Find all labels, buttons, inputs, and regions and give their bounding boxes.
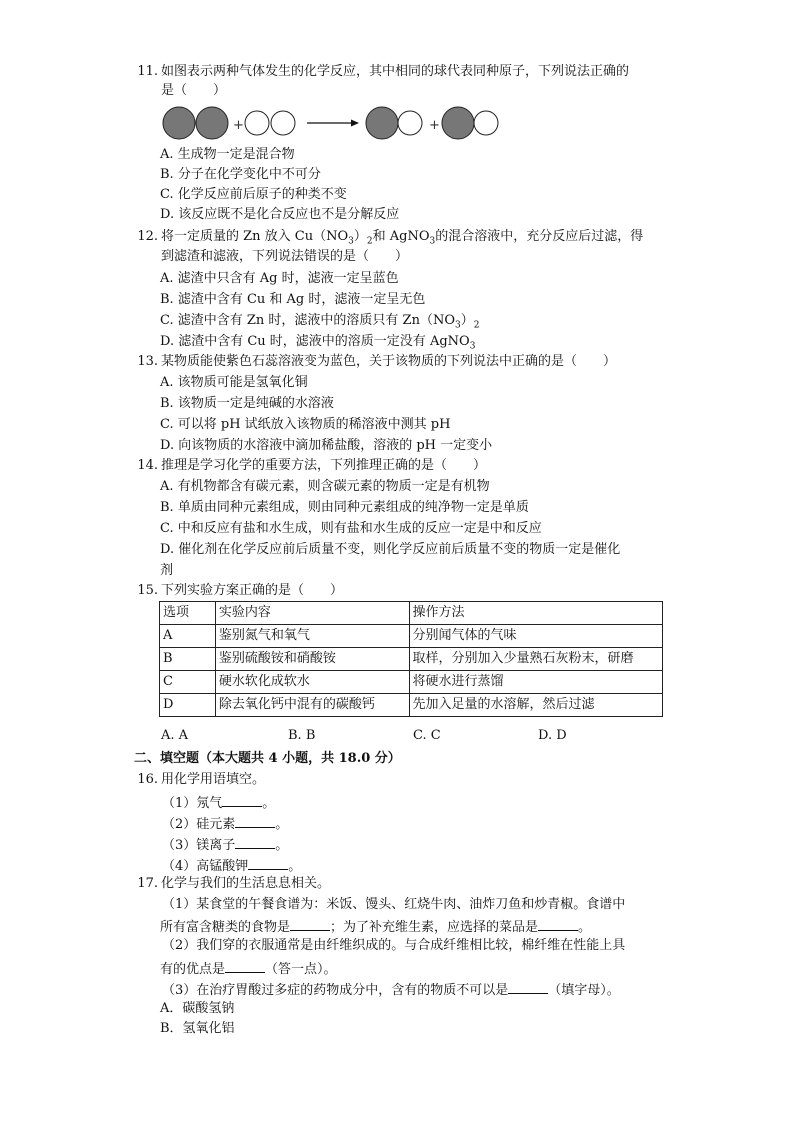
- plus-sign: +: [233, 118, 244, 133]
- table-cell: 鉴别硫酸铵和硝酸铵: [215, 648, 409, 671]
- q11-option-d: D. 该反应既不是化合反应也不是分解反应: [160, 207, 400, 222]
- dark-atom: [196, 107, 228, 139]
- q13-option-a: A. 该物质可能是氢氧化铜: [160, 375, 308, 390]
- q15-answer-a: A. A: [161, 728, 189, 743]
- table-cell: 将硬水进行蒸馏: [409, 671, 663, 694]
- q17-part2: （2）我们穿的衣服通常是由纤维织成的。与合成纤维相比较，棉纤维在性能上具: [162, 938, 626, 953]
- q14-option-b: B. 单质由同种元素组成，则由同种元素组成的纯净物一定是单质: [160, 500, 529, 515]
- table-header-row: [160, 602, 663, 625]
- table-header-cell: 实验内容: [215, 602, 409, 625]
- q13-option-c: C. 可以将 pH 试纸放入该物质的稀溶液中测其 pH: [160, 417, 451, 432]
- table-cell: 硬水软化成软水: [215, 671, 409, 694]
- q11-stem-cont: 是（ ）: [161, 83, 227, 98]
- q13-option-d: D. 向该物质的水溶液中滴加稀盐酸，溶液的 pH 一定变小: [160, 438, 493, 453]
- answer-blank[interactable]: [508, 979, 548, 994]
- table-cell: D: [160, 694, 216, 717]
- dark-atom: [366, 107, 398, 139]
- reaction-arrow-head: [351, 120, 359, 127]
- q16-item-4: （4）高锰酸钾 。: [162, 855, 301, 876]
- q16-item-1: （1）氖气 。: [162, 792, 275, 813]
- q15-answer-c: C. C: [413, 728, 441, 743]
- q15-answer-d: D. D: [538, 728, 567, 743]
- q17-number: 17.: [137, 876, 158, 891]
- q14-option-c: C. 中和反应有盐和水生成，则有盐和水生成的反应一定是中和反应: [160, 521, 542, 536]
- dark-atom: [163, 107, 195, 139]
- q12-stem-cont: 到滤渣和滤液，下列说法错误的是（ ）: [161, 249, 409, 264]
- plus-sign: +: [429, 118, 440, 133]
- q14-option-d: D. 催化剂在化学反应前后质量不变，则化学反应前后质量不变的物质一定是催化: [160, 542, 621, 557]
- answer-blank[interactable]: [225, 958, 265, 973]
- light-atom: [271, 111, 295, 135]
- q12-option-c: C. 滤渣中含有 Zn 时，滤液中的溶质只有 $Zn(NO_3)_2$: [160, 313, 480, 331]
- light-atom: [474, 111, 498, 135]
- table-cell: 鉴别氮气和氧气: [215, 625, 409, 648]
- answer-blank[interactable]: [538, 916, 578, 931]
- answer-blank[interactable]: [248, 855, 288, 870]
- answer-blank[interactable]: [235, 813, 275, 828]
- q14-stem: 推理是学习化学的重要方法，下列推理正确的是（ ）: [161, 458, 487, 473]
- table-cell: C: [160, 671, 216, 694]
- q11-number: 11.: [137, 64, 158, 79]
- q12-number: 12.: [137, 229, 158, 244]
- q17-stem: 化学与我们的生活息息相关。: [161, 876, 331, 891]
- table-header-cell: 操作方法: [409, 602, 663, 625]
- q14-option-d-cont: 剂: [160, 563, 174, 578]
- table-row: [160, 694, 663, 717]
- q17-part2-cont: 有的优点是 （答一点）。: [160, 958, 337, 979]
- q13-number: 13.: [137, 354, 158, 369]
- light-atom: [398, 111, 422, 135]
- q13-stem: 某物质能使紫色石蕊溶液变为蓝色，关于该物质的下列说法中正确的是（ ）: [161, 354, 617, 369]
- q16-item-3: （3）镁离子 。: [162, 834, 288, 855]
- q11-option-a: A. 生成物一定是混合物: [160, 147, 295, 162]
- table-cell: 先加入足量的水溶解，然后过滤: [409, 694, 663, 717]
- q11-stem: 如图表示两种气体发生的化学反应，其中相同的球代表同种原子，下列说法正确的: [161, 64, 630, 79]
- q14-option-a: A. 有机物都含有碳元素，则含碳元素的物质一定是有机物: [160, 479, 490, 494]
- table-row: [160, 648, 663, 671]
- table-header-cell: 选项: [160, 602, 216, 625]
- q14-number: 14.: [137, 458, 158, 473]
- q15-table: [159, 601, 663, 717]
- q17-option-a: A．碳酸氢钠: [160, 1001, 235, 1016]
- q15-answer-b: B. B: [288, 728, 316, 743]
- table-cell: 分别闻气体的气味: [409, 625, 663, 648]
- q12-option-d: D. 滤渣中含有 Cu 时，滤液中的溶质一定没有 AgNO$_3$: [160, 334, 476, 352]
- table-cell: 除去氧化钙中混有的碳酸钙: [215, 694, 409, 717]
- section-heading: 二、填空题（本大题共 4 小题，共 18.0 分）: [134, 751, 401, 766]
- table-cell: 取样，分别加入少量熟石灰粉末，研磨: [409, 648, 663, 671]
- q12-option-a: A. 滤渣中只含有 Ag 时，滤液一定呈蓝色: [160, 271, 399, 286]
- q15-number: 15.: [137, 583, 158, 598]
- q17-part1-cont: 所有富含糖类的食物是 ；为了补充维生素，应选择的菜品是 。: [160, 916, 591, 937]
- q15-stem: 下列实验方案正确的是（ ）: [161, 583, 344, 598]
- table-cell: B: [160, 648, 216, 671]
- dark-atom: [442, 107, 474, 139]
- q17-option-b: B．氢氧化铝: [160, 1021, 235, 1036]
- q16-item-2: （2）硅元素 。: [162, 813, 288, 834]
- reaction-diagram: [161, 105, 506, 141]
- q12-stem: 将一定质量的 Zn 放入 $Cu(NO_3)_2$和 AgNO$_3$的混合溶液中，充分反应后过滤，得: [161, 229, 644, 247]
- answer-blank[interactable]: [222, 792, 262, 807]
- answer-blank[interactable]: [290, 916, 330, 931]
- table-row: [160, 625, 663, 648]
- q11-option-b: B. 分子在化学变化中不可分: [160, 167, 321, 182]
- table-row: [160, 671, 663, 694]
- q17-part1: （1）某食堂的午餐食谱为：米饭、馒头、红烧牛肉、油炸刀鱼和炒青椒。食谱中: [162, 897, 626, 912]
- q16-stem: 用化学用语填空。: [161, 772, 266, 787]
- table-cell: A: [160, 625, 216, 648]
- q13-option-b: B. 该物质一定是纯碱的水溶液: [160, 396, 334, 411]
- q12-option-b: B. 滤渣中含有 Cu 和 Ag 时，滤液一定呈无色: [160, 292, 426, 307]
- q11-option-c: C. 化学反应前后原子的种类不变: [160, 187, 347, 202]
- q16-number: 16.: [137, 772, 158, 787]
- light-atom: [245, 111, 269, 135]
- answer-blank[interactable]: [235, 834, 275, 849]
- q17-part3: （3）在治疗胃酸过多症的药物成分中，含有的物质不可以是 （填字母）。: [162, 979, 620, 1000]
